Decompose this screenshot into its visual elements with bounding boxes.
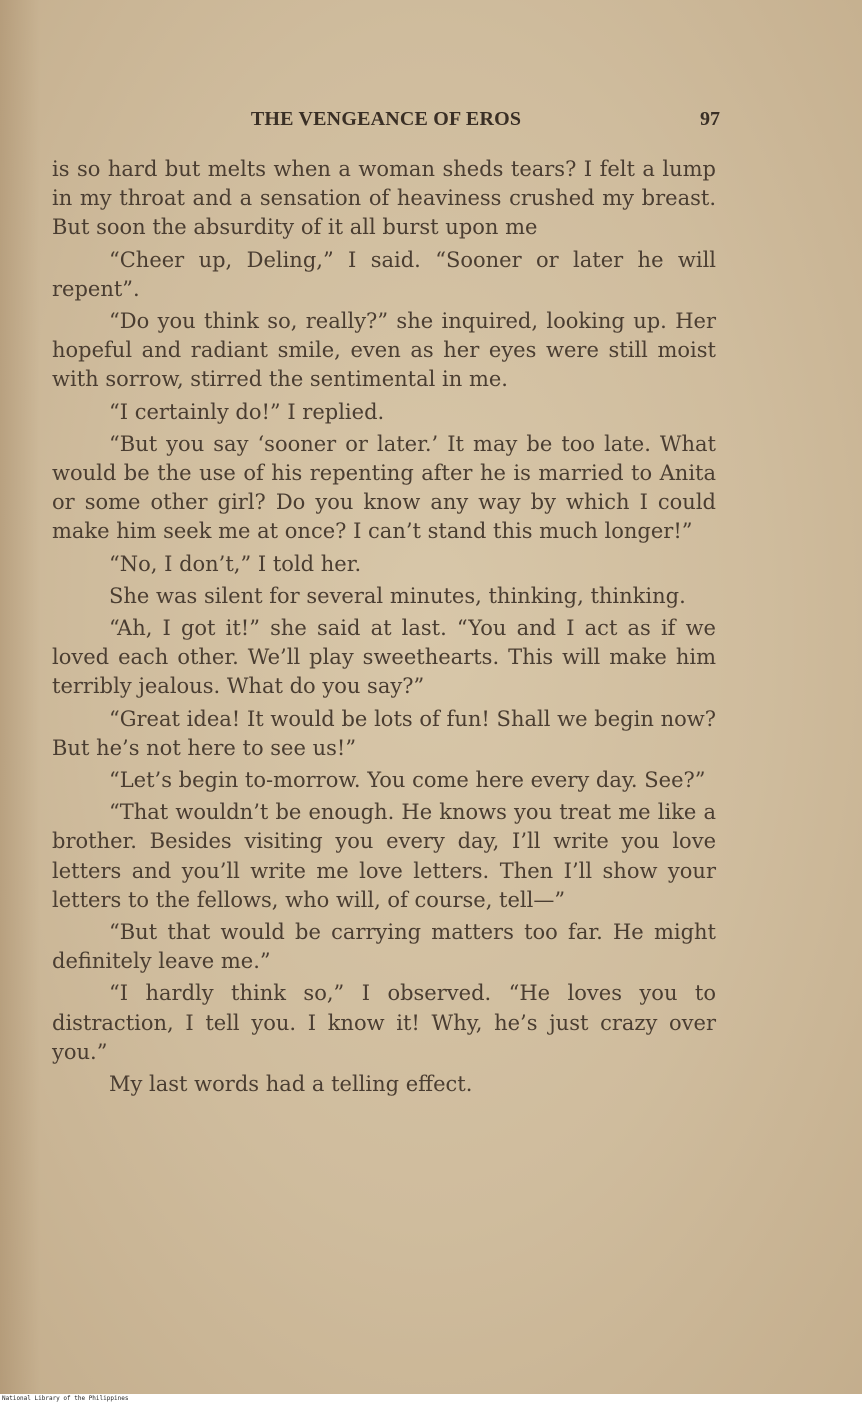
paragraph: “Great idea! It would be lots of fun! Shall we begin now? But he’s not here to see us!” (52, 706, 716, 760)
paragraph: is so hard but melts when a woman sheds tears? I felt a lump in my throat and a sensation of heaviness crushed my breast. But soon the absurdity of it all burst upon me (52, 157, 716, 240)
paragraph: “But you say ‘sooner or later.’ It may be too late. What would be the use of his repenting after he is married to Anita or some other girl? Do you know any way by which I could make him seek me at once? I can’t stand this much longer!” (52, 431, 716, 544)
paragraph: “Ah, I got it!” she said at last. “You and I act as if we loved each other. We’ll play sweethearts. This will make him terribly jealous. What do you say?” (52, 616, 716, 699)
library-credit: National Library of the Philippines (0, 1394, 862, 1403)
page-number: 97 (700, 108, 720, 130)
running-head (52, 108, 720, 134)
paragraph: “Do you think so, really?” she inquired, looking up. Her hopeful and radiant smile, even as her eyes were still moist with sorrow, stirred the sentimental in me. (52, 309, 716, 392)
paragraph: She was silent for several minutes, thinking, thinking. (109, 583, 686, 608)
paragraph: “I certainly do!” I replied. (109, 399, 385, 424)
paragraph: “No, I don’t,” I told her. (109, 551, 362, 576)
paragraph: “That wouldn’t be enough. He knows you treat me like a brother. Besides visiting you every day, I’ll write you love letters and you’ll write me love letters. Then I’ll show your letters to the fellows, who will, of course, tell—” (52, 800, 716, 912)
paragraph: “I hardly think so,” I observed. “He loves you to distraction, I tell you. I know it! Why, he’s just crazy over you.” (52, 981, 716, 1064)
paragraph: “But that would be carrying matters too far. He might definitely leave me.” (52, 920, 716, 974)
paragraph: “Let’s begin to-morrow. You come here every day. See?” (109, 768, 706, 793)
paragraph: “Cheer up, Deling,” I said. “Sooner or later he will repent”. (52, 247, 716, 301)
chapter-title: THE VENGEANCE OF EROS (250, 108, 522, 130)
paragraph: My last words had a telling effect. (109, 1072, 473, 1097)
body-text (52, 155, 716, 1102)
